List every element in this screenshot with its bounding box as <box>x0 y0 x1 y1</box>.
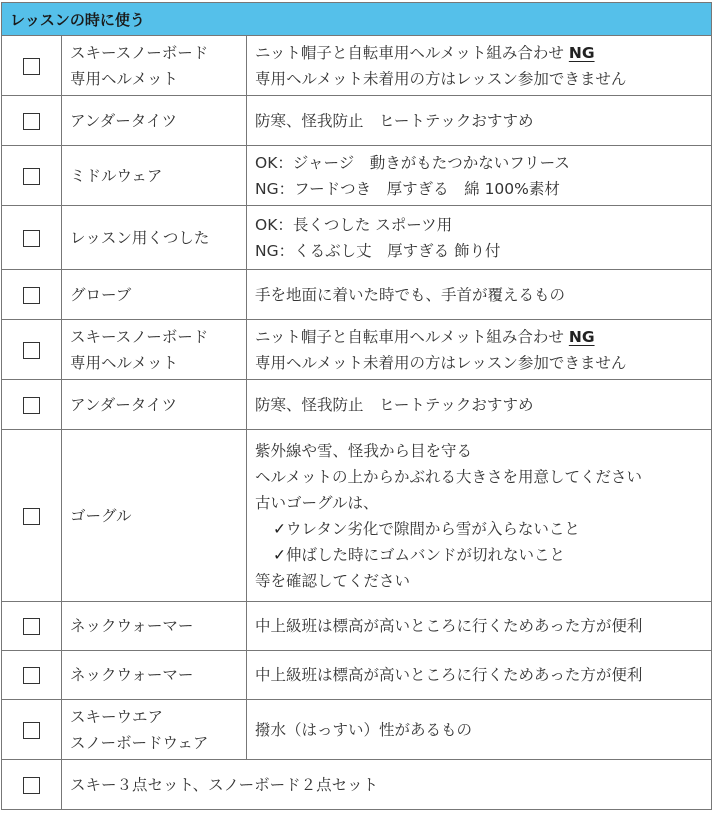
checkbox[interactable] <box>23 168 40 185</box>
table-row <box>2 320 712 380</box>
ng-mark: NG <box>568 43 595 62</box>
checkbox[interactable] <box>23 58 40 75</box>
note-text: 専用ヘルメット未着用の方はレッスン参加できません <box>255 353 627 372</box>
item-cell <box>62 651 247 700</box>
note-line <box>255 568 703 594</box>
checklist-table <box>1 35 712 810</box>
note-text: 防寒、怪我防止 ヒートテックおすすめ <box>255 395 534 414</box>
table-row <box>2 96 712 146</box>
item-name: ネックウォーマー <box>70 617 194 635</box>
note-line <box>255 490 703 516</box>
note-text: 専用ヘルメット未着用の方はレッスン参加できません <box>255 69 627 88</box>
note-text: 手を地面に着いた時でも、手首が覆えるもの <box>255 285 566 304</box>
check-icon: ✓ <box>273 545 286 564</box>
note-cell <box>247 36 712 96</box>
note-line <box>255 238 703 264</box>
note-cell <box>247 700 712 760</box>
note-cell <box>247 320 712 380</box>
item-cell <box>62 36 247 96</box>
item-name: ゴーグル <box>70 506 132 525</box>
check-icon: ✓ <box>273 519 286 538</box>
section-header <box>1 2 712 35</box>
note-line <box>255 150 703 176</box>
note-line <box>255 438 703 464</box>
note-text: 中上級班は標高が高いところに行くためあった方が便利 <box>255 666 643 684</box>
note-cell <box>247 651 712 700</box>
note-text: 古いゴーグルは、 <box>255 493 379 512</box>
note-text: ニット帽子と自転車用ヘルメット組み合わせ <box>255 43 569 62</box>
table-row <box>2 700 712 760</box>
item-cell <box>62 430 247 602</box>
note-cell <box>247 380 712 430</box>
item-cell <box>62 270 247 320</box>
note-line <box>255 212 703 238</box>
note-text: 防寒、怪我防止 ヒートテックおすすめ <box>255 111 534 130</box>
item-cell <box>62 206 247 270</box>
note-line <box>255 516 703 542</box>
checkbox[interactable] <box>23 287 40 304</box>
note-line <box>255 40 703 66</box>
item-name: 専用ヘルメット <box>70 353 179 372</box>
note-text: 撥水（はっすい）性があるもの <box>255 720 473 739</box>
item-name: ネックウォーマー <box>70 666 194 684</box>
ng-mark: NG <box>568 327 595 346</box>
checkbox[interactable] <box>23 667 40 684</box>
checkbox-cell <box>2 146 62 206</box>
checkbox[interactable] <box>23 230 40 247</box>
item-name: スキーウエア <box>70 707 164 726</box>
item-name: スキースノーボード <box>70 43 209 62</box>
item-name: レッスン用くつした <box>70 228 210 247</box>
note-text: OK：長くつした スポーツ用 <box>255 215 453 234</box>
checkbox-cell <box>2 380 62 430</box>
table-row <box>2 146 712 206</box>
table-row <box>2 380 712 430</box>
note-line <box>255 282 703 308</box>
note-text: OK：ジャージ 動きがもたつかないフリース <box>255 153 570 172</box>
table-row <box>2 602 712 651</box>
item-name: ミドルウェア <box>70 166 163 185</box>
note-line <box>255 350 703 376</box>
checkbox-cell <box>2 96 62 146</box>
item-name: スノーボードウェア <box>70 733 209 752</box>
note-cell <box>247 270 712 320</box>
item-name: 専用ヘルメット <box>70 69 179 88</box>
item-name: アンダータイツ <box>70 111 177 130</box>
note-text: 中上級班は標高が高いところに行くためあった方が便利 <box>255 617 643 635</box>
checkbox[interactable] <box>23 508 40 525</box>
item-cell <box>62 320 247 380</box>
note-cell <box>247 602 712 651</box>
note-cell <box>247 206 712 270</box>
table-row <box>2 760 712 810</box>
checkbox[interactable] <box>23 342 40 359</box>
note-line <box>255 542 703 568</box>
checkbox[interactable] <box>23 777 40 794</box>
checkbox[interactable] <box>23 722 40 739</box>
checkbox-cell <box>2 700 62 760</box>
note-text: ヘルメットの上からかぶれる大きさを用意してください <box>255 467 643 486</box>
item-name: スキースノーボード <box>70 327 209 346</box>
note-text: 伸ばした時にゴムバンドが切れないこと <box>286 545 566 564</box>
item-cell <box>62 380 247 430</box>
section-title: レッスンの時に使う <box>10 10 145 29</box>
table-row <box>2 206 712 270</box>
table-row <box>2 270 712 320</box>
item-name: グローブ <box>70 285 132 304</box>
note-line <box>255 324 703 350</box>
checkbox[interactable] <box>23 397 40 414</box>
note-text: 等を確認してください <box>255 571 411 590</box>
checkbox[interactable] <box>23 113 40 130</box>
checkbox-cell <box>2 270 62 320</box>
note-text: NG：フードつき 厚すぎる 綿 100%素材 <box>255 179 560 198</box>
note-line <box>255 66 703 92</box>
note-line <box>255 464 703 490</box>
note-line <box>255 176 703 202</box>
note-text: ウレタン劣化で隙間から雪が入らないこと <box>286 519 580 538</box>
checkbox-cell <box>2 430 62 602</box>
item-name: スキー３点セット、スノーボード２点セット <box>70 775 379 794</box>
note-text: 紫外線や雪、怪我から目を守る <box>255 441 473 460</box>
note-line <box>255 392 703 418</box>
item-cell <box>62 146 247 206</box>
item-cell <box>62 96 247 146</box>
checkbox-cell <box>2 760 62 810</box>
table-row <box>2 430 712 602</box>
note-line <box>255 662 703 688</box>
note-cell <box>247 430 712 602</box>
checkbox-cell <box>2 651 62 700</box>
note-text: NG：くるぶし丈 厚すぎる 飾り付 <box>255 241 501 260</box>
checkbox-cell <box>2 36 62 96</box>
checkbox[interactable] <box>23 618 40 635</box>
note-cell <box>247 146 712 206</box>
note-text: ニット帽子と自転車用ヘルメット組み合わせ <box>255 327 569 346</box>
note-line <box>255 717 703 743</box>
note-line <box>255 108 703 134</box>
item-cell <box>62 602 247 651</box>
item-cell <box>62 700 247 760</box>
item-cell <box>62 760 712 810</box>
table-row <box>2 651 712 700</box>
checkbox-cell <box>2 206 62 270</box>
note-cell <box>247 96 712 146</box>
checkbox-cell <box>2 320 62 380</box>
item-name: アンダータイツ <box>70 395 177 414</box>
checkbox-cell <box>2 602 62 651</box>
checklist <box>1 2 712 810</box>
note-line <box>255 613 703 639</box>
table-row <box>2 36 712 96</box>
